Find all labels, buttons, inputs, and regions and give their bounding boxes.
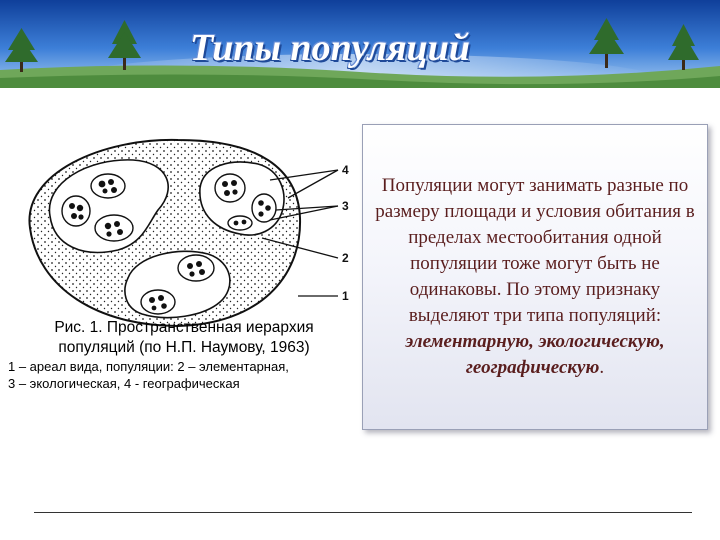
population-types-emphasis: элементарную, экологическую, географическую	[405, 331, 665, 378]
elementary-population	[178, 255, 214, 281]
elementary-population	[215, 174, 245, 202]
description-text: Популяции могут занимать разные по размеру площади и условия обитания в пределах местообитания одной популяции тоже могут быть не одинаковы. По этому признаку выделяют три типа популяций:	[375, 175, 695, 326]
caption-legend-line: 1 – ареал вида, популяции: 2 – элементарная,	[8, 359, 289, 374]
figure-label-4: 4	[342, 163, 349, 177]
figure-caption	[8, 318, 360, 392]
caption-line: популяций (по Н.П. Наумову, 1963)	[58, 339, 310, 356]
elementary-population	[62, 196, 90, 226]
caption-legend-line: 3 – экологическая, 4 - географическая	[8, 376, 240, 391]
figure-label-1: 1	[342, 289, 349, 303]
elementary-population	[252, 194, 276, 222]
elementary-population	[228, 216, 252, 230]
elementary-population	[91, 174, 125, 198]
slide-title: Типы популяций	[190, 27, 471, 69]
figure-label-2: 2	[342, 251, 349, 265]
caption-line: Рис. 1. Пространственная иерархия	[54, 319, 314, 336]
elementary-population	[95, 215, 133, 241]
figure-label-3: 3	[342, 199, 349, 213]
elementary-population	[141, 290, 175, 314]
description-textbox	[362, 124, 708, 430]
description-end: .	[599, 357, 605, 378]
footer-divider	[34, 512, 692, 513]
